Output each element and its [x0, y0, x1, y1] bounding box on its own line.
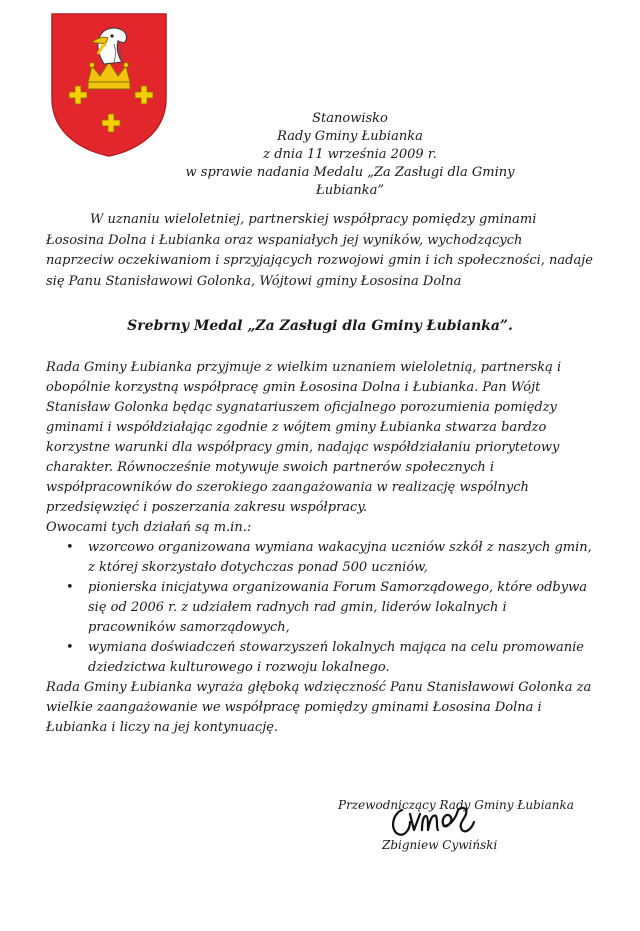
signature-block — [338, 796, 608, 852]
coat-of-arms-emblem — [48, 10, 170, 158]
list-item: • pionierska inicjatywa organizowania Forum Samorządowego, które odbywa się od 2006 r. z udziałem radnych rad gmin, liderów lokalnych i pracowników samorządowych, — [88, 578, 594, 638]
intro-text: W uznaniu wieloletniej, partnerskiej współpracy pomiędzy gminami Łososina Dolna i Łubianka oraz wspaniałych jej wyników, wychodzących naprzeciw oczekiwaniom i sprzyjających rozwojowi gmin i ich społeczności, nadaje się Panu Stanisławowi Golonka, Wójtowi gminy Łososina Dolna — [46, 212, 593, 289]
list-intro: Owocami tych działań są m.in.: — [46, 520, 252, 535]
body-paragraph-2: Rada Gminy Łubianka wyraża głęboką wdzięczność Panu Stanisławowi Golonka za wielkie zaangażowanie we współpracę pomiędzy gminami Łososina Dolna i Łubianka i liczy na jej kontynuację. — [46, 680, 592, 735]
list-item: • wzorcowo organizowana wymiana wakacyjna uczniów szkół z naszych gmin, z której skorzystało dotychczas ponad 500 uczniów, — [88, 538, 594, 578]
list-item: • wymiana doświadczeń stowarzyszeń lokalnych mająca na celu promowanie dziedzictwa kulturowego i rozwoju lokalnego. — [88, 638, 594, 678]
document-body — [46, 358, 594, 738]
body-paragraph-1: Rada Gminy Łubianka przyjmuje z wielkim uznaniem wieloletnią, partnerską i obopólnie korzystną współpracę gmin Łososina Dolna i Łubianka. Pan Wójt Stanisław Golonka będąc sygnatariuszem oficjalnego porozumienia pomiędzy gminami i współdziałając zgodnie z wójtem gminy Łubianka stwarza bardzo korzystne warunki dla współpracy gmin, nadając współdziałaniu priorytetowy charakter. Równocześnie motywuje swoich partnerów społecznych i współpracowników do szerokiego zaangażowania w realizację wspólnych przedsięwzięć i poszerzania zakresu współpracy. — [46, 360, 562, 515]
heading-line-4: w sprawie nadania Medalu „Za Zasługi dla Gminy Łubianka” — [185, 165, 515, 198]
signatory-name: Zbigniew Cywiński — [382, 838, 498, 852]
intro-paragraph — [46, 210, 594, 292]
heading-line-2: Rady Gminy Łubianka — [277, 129, 423, 144]
heading-line-3: z dnia 11 września 2009 r. — [263, 147, 437, 162]
signatory-title: Przewodniczący Rady Gminy Łubianka — [338, 798, 574, 812]
heading-line-1: Stanowisko — [312, 111, 388, 126]
document-heading — [160, 110, 540, 200]
medal-title: Srebrny Medal „Za Zasługi dla Gminy Łubianka”. — [127, 318, 513, 334]
achievements-list — [46, 538, 594, 678]
